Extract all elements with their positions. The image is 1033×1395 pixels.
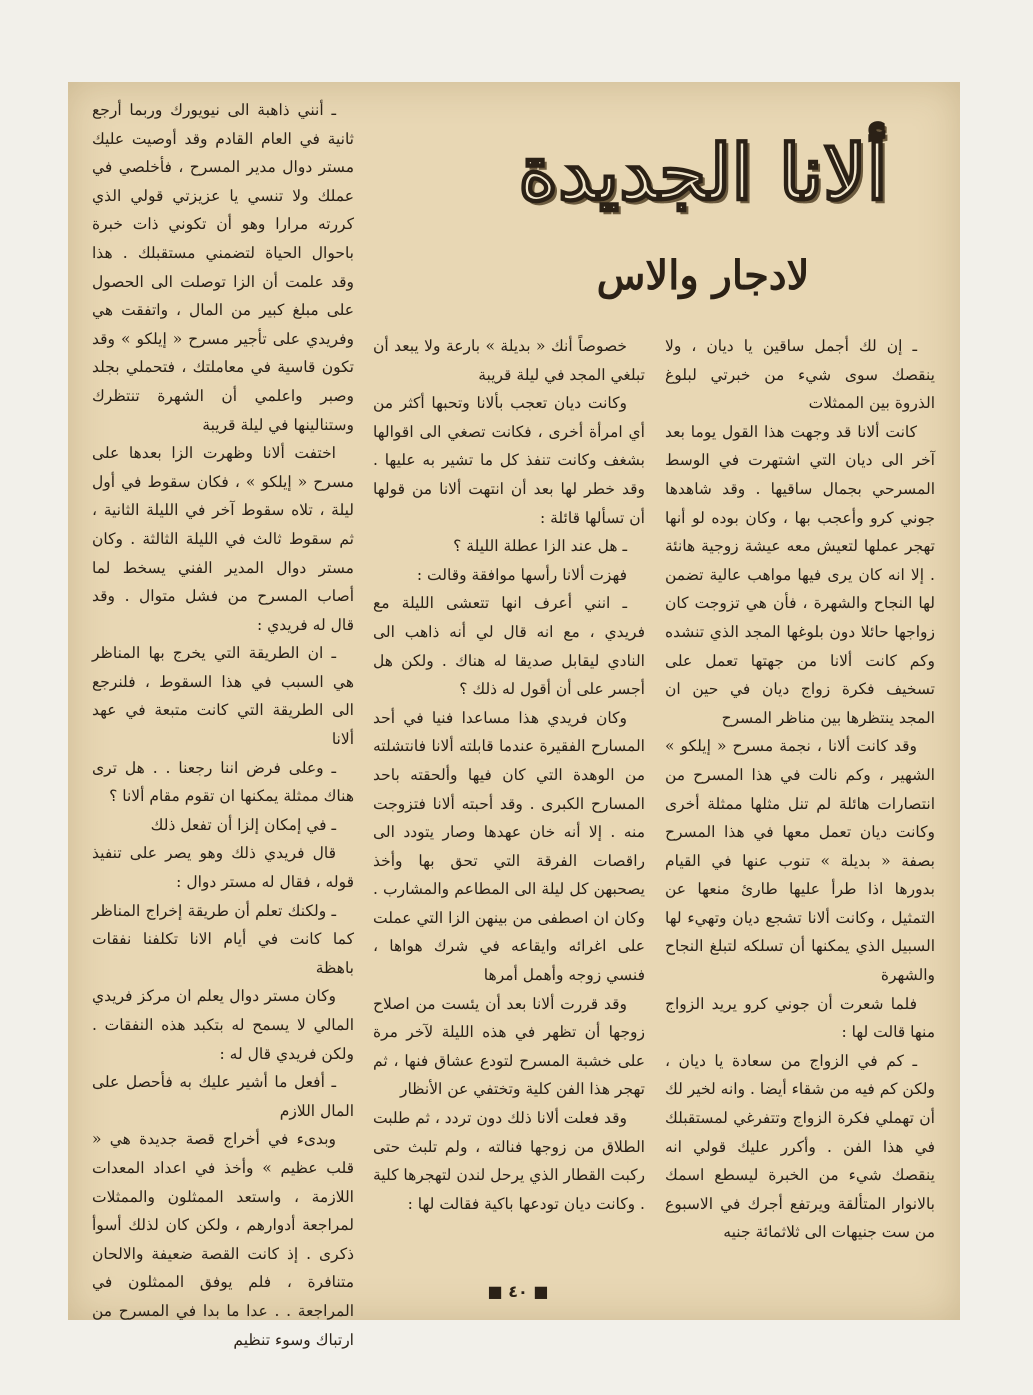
paragraph: وبدىء في أخراج قصة جديدة هي « قلب عظيم » وأخذ في اعداد المعدات اللازمة ، واستعد الممثلون والممثلات لمراجعة أدوارهم ، ولكن كان لذلك أسوأ ذكرى . إذ كانت القصة ضعيفة والالحان متنافرة ، فلم يوفق الممثلون في المراجعة . . عدا ما بدا في المسرح من ارتباك وسوء تنظيم <box>92 1130 354 1349</box>
paragraph: قال فريدي ذلك وهو يصر على تنفيذ قوله ، فقال له مستر دوال : <box>92 844 354 892</box>
paragraph: ـ كم في الزواج من سعادة يا ديان ، ولكن كم فيه من شقاء أيضا . وانه لخير لك أن تهملي فكرة الزواج وتتفرغي لمستقبلك في هذا الفن . وأكرر عليك قولي انه ينقصك شيء من الخبرة ليسطع اسمك بالانوار المتألقة ويرتفع أجرك في الاسبوع من ست جنيهات الى ثلاثمائة جنيه <box>665 1051 935 1242</box>
page-number: ■ ٤٠ ■ <box>487 1282 549 1301</box>
text-column-right <box>665 332 935 1272</box>
paragraph: ـ إن لك أجمل ساقين يا ديان ، ولا ينقصك سوى شيء من خبرتي لبلوغ الذروة بين الممثلات <box>665 337 935 413</box>
paragraph: كانت ألانا قد وجهت هذا القول يوما بعد آخر الى ديان التي اشتهرت في الوسط المسرحي بجمال ساقيها . وقد شاهدها جوني كرو وأعجب بها ، وكان بوده لو أنها تهجر عملها لتعيش معه عيشة زوجية هانئة . إلا انه كان يرى فيها مواهب عالية تضمن لها النجاح والشهرة ، فأن هي تزوجت كان زواجها حائلا دون بلوغها المجد الذي تنشده وكم كانت ألانا من جهتها تعمل على تسخيف فكرة زواج ديان في حين ان المجد ينتظرها بين مناظر المسرح <box>665 422 935 727</box>
paragraph: ـ ان الطريقة التي يخرج بها المناظر هي السبب في هذا السقوط ، فلنرجع الى الطريقة التي كانت متبعة في عهد ألانا <box>92 644 354 749</box>
magazine-page <box>68 82 960 1349</box>
paragraph: وكانت ديان تعجب بألانا وتحبها أكثر من أي امرأة أخرى ، فكانت تصغي الى اقوالها بشغف وكانت تنفذ كل ما تشير به عليها . وقد خطر لها بعد أن انتهت ألانا من قولها أن تسألها قائلة : <box>373 394 645 527</box>
text-column-middle <box>373 332 645 1272</box>
paragraph: فهزت ألانا رأسها موافقة وقالت : <box>416 565 627 584</box>
paragraph: ـ أنني ذاهبة الى نيويورك وربما أرجع ثانية في العام القادم وقد أوصيت عليك مستر دوال مدير المسرح ، فأخلصي في عملك ولا تنسي يا عزيزتي قولي الذي كررته مرارا وهو أن تكوني ذات خبرة باحوال الحياة لتضمني مستقبلك . هذا وقد علمت أن الزا توصلت الى الحصول على مبلغ كبير من المال ، واتفقت هي وفريدي على تأجير مسرح « إيلكو » وقد تكون قاسية في معاملتك ، فتحملي بجلد وصبر واعلمي أن الشهرة تنتظرك وستنالينها في ليلة قريبة <box>92 101 354 434</box>
paragraph: اختفت ألانا وظهرت الزا بعدها على مسرح « إيلكو » ، فكان سقوط في أول ليلة ، تلاه سقوط آخر في الليلة الثانية ، ثم سقوط ثالث في الليلة الثالثة . وكان مستر دوال المدير الفني يسخط لما أصاب المسرح من فشل متوال . وقد قال له فريدي : <box>92 444 354 634</box>
story-title: ألانا الجديدة <box>518 128 888 217</box>
paragraph: ـ هل عند الزا عطلة الليلة ؟ <box>453 537 627 556</box>
paragraph: فلما شعرت أن جوني كرو يريد الزواج منها قالت لها : <box>665 994 935 1042</box>
paragraph: ـ في إمكان إلزا أن تفعل ذلك <box>150 815 336 834</box>
paragraph: وكان مستر دوال يعلم ان مركز فريدي المالي لا يسمح له بتكبد هذه النفقات . ولكن فريدي قال له : <box>92 987 354 1063</box>
text-column-left <box>92 96 354 1349</box>
paragraph: ـ وعلى فرض اننا رجعنا . . هل ترى هناك ممثلة يمكنها ان تقوم مقام ألانا ؟ <box>92 758 354 806</box>
paragraph: ـ انني أعرف انها تتعشى الليلة مع فريدي ، مع انه قال لي أنه ذاهب الى النادي ليقابل صديقا له هناك . ولكن هل أجسر على أن أقول له ذلك ؟ <box>373 594 645 699</box>
paragraph: خصوصاً أنك « بديلة » بارعة ولا يبعد أن تبلغي المجد في ليلة قريبة <box>373 337 645 384</box>
story-author: لادجار والاس <box>596 252 810 299</box>
paragraph: ـ ولكنك تعلم أن طريقة إخراج المناظر كما كانت في أيام الانا تكلفنا نفقات باهظة <box>92 901 354 977</box>
paragraph: وكان فريدي هذا مساعدا فنيا في أحد المسارح الفقيرة عندما قابلته ألانا فانتشلته من الوهدة التي كان فيها وألحقته باحد المسارح الكبرى . وقد أحبته ألانا فتزوجت منه . إلا أنه خان عهدها وصار يتودد الى راقصات الفرقة التي تحق بها وأخذ يصحبهن كل ليلة الى المطاعم والمشارب . وكان ان اصطفى من بينهن الزا التي عملت على اغرائه وايقاعه في شرك هواها ، فنسي زوجه وأهمل أمرها <box>373 708 645 985</box>
paragraph: وقد فعلت ألانا ذلك دون تردد ، ثم طلبت الطلاق من زوجها فنالته ، ولم تلبث حتى ركبت القطار الذي يرحل لندن لتهجرها كلية . وكانت ديان تودعها باكية فقالت لها : <box>372 1109 645 1213</box>
paragraph: ـ أفعل ما أشير عليك به فأحصل على المال اللازم <box>92 1073 354 1120</box>
paragraph: وقد قررت ألانا بعد أن يئست من اصلاح زوجها أن تظهر في هذه الليلة لآخر مرة على خشبة المسرح لتودع عشاق فنها ، ثم تهجر هذا الفن كلية وتختفي عن الأنظار <box>373 994 645 1099</box>
paragraph: وقد كانت ألانا ، نجمة مسرح « إيلكو » الشهير ، وكم نالت في هذا المسرح من انتصارات هائلة لم تنل مثلها ممثلة أخرى وكانت ديان تعمل معها في هذا المسرح بصفة « بديلة » تنوب عنها في القيام بدورها اذا طرأ عليها طارئ منعها عن التمثيل ، وكانت ألانا تشجع ديان وتهيء لها السبيل الذي يمكنها أن تسلكه لتبلغ النجاح والشهرة <box>665 737 935 985</box>
